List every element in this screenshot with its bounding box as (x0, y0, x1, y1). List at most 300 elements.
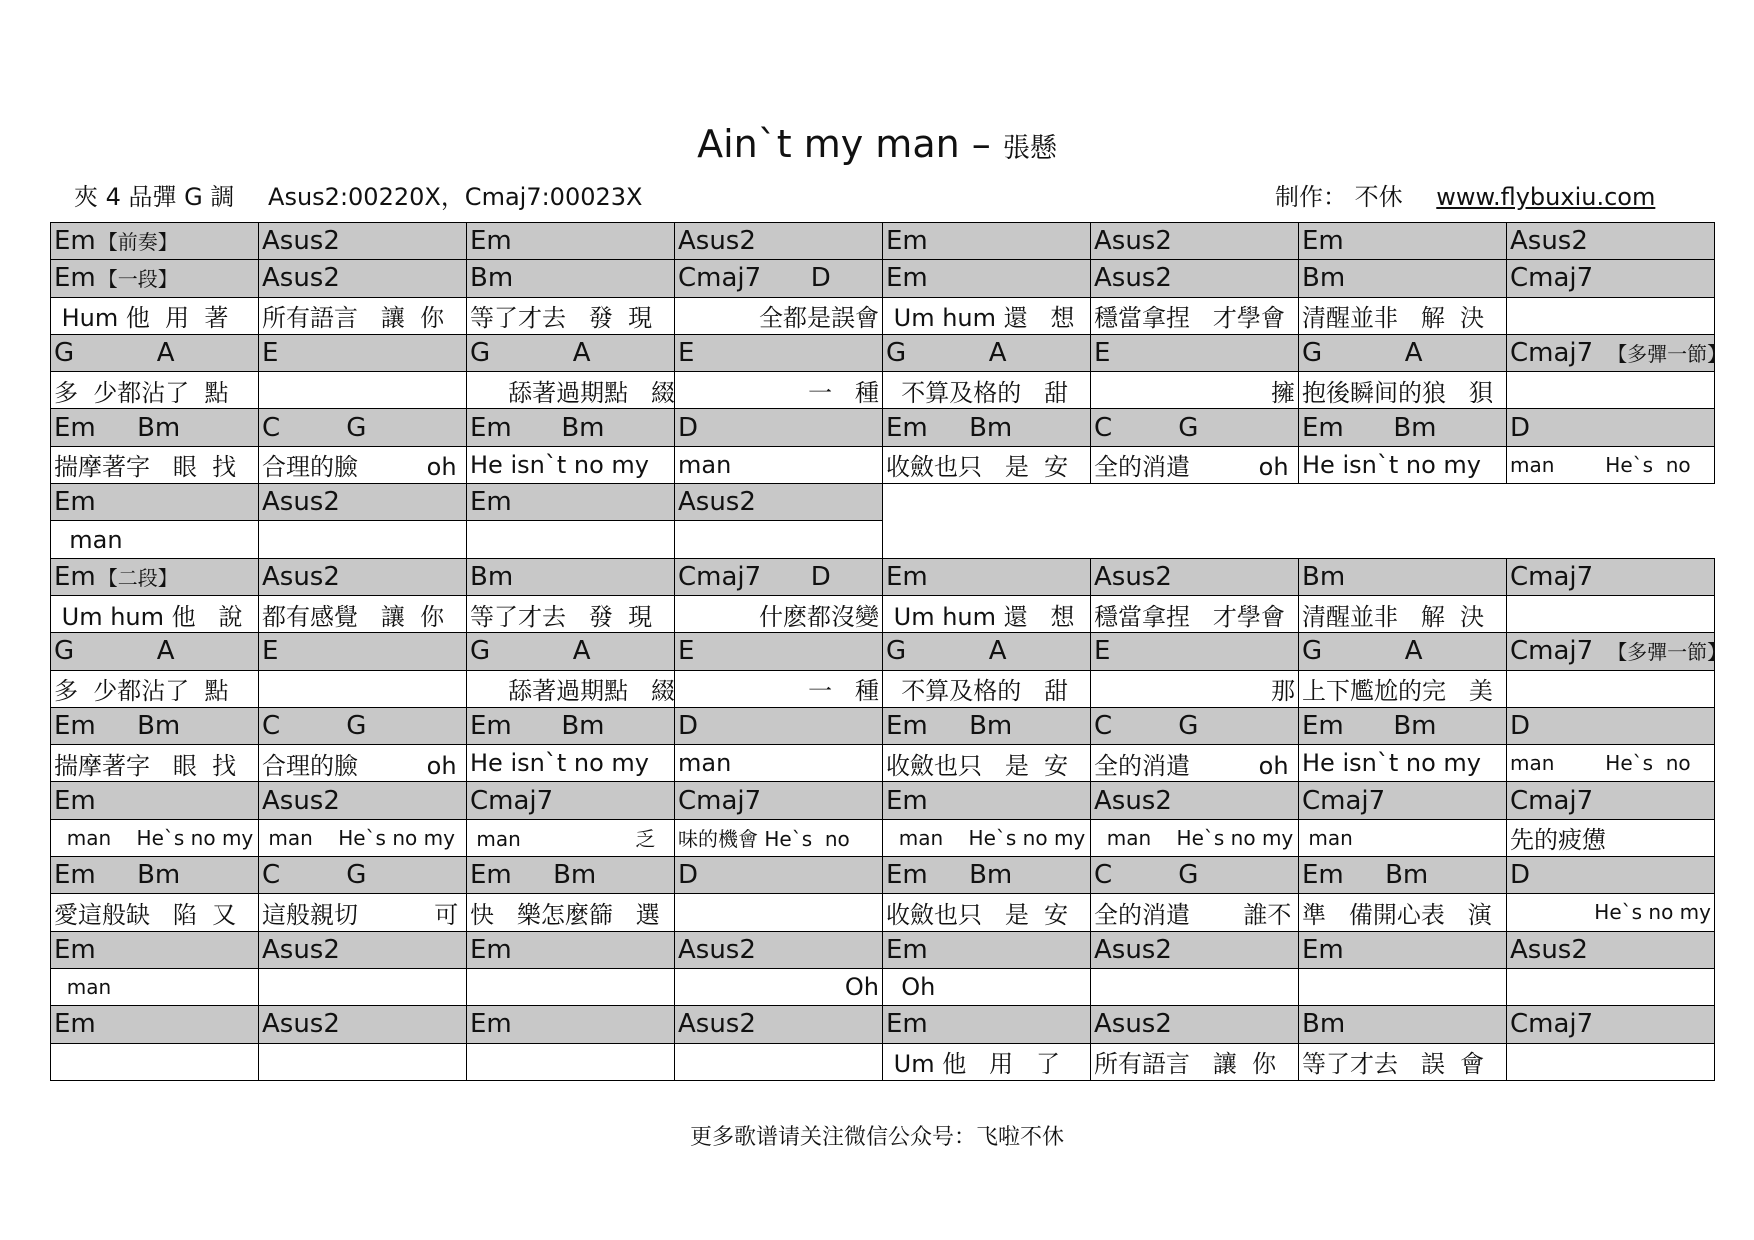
chord-cell (675, 558, 883, 595)
chord-cell (259, 1006, 467, 1043)
chord-cell (259, 931, 467, 968)
chord-name: D (678, 711, 699, 741)
chord-cell (51, 409, 259, 446)
chord-cell (1091, 633, 1299, 670)
chord-name: D (678, 412, 699, 443)
lyric-text: 愛這般缺 陷 又 (54, 900, 237, 929)
lyric-cell (1091, 1043, 1299, 1080)
lyric-cell (883, 595, 1091, 632)
lyric-cell (259, 372, 467, 409)
lyric-cell (675, 297, 883, 334)
chord-name: E (678, 636, 695, 667)
chord-cell (1299, 931, 1507, 968)
lyric-cell (1091, 968, 1299, 1005)
lyric-text: man He`s no my (54, 825, 254, 850)
lyric-text: man He`s no (1510, 452, 1691, 477)
chord-cell (259, 707, 467, 744)
lyric-text: 先的疲憊 (1510, 826, 1606, 855)
lyric-text: Hum 他 用 著 (54, 304, 229, 333)
footer-note: 更多歌谱请关注微信公众号：飞啦不休 (689, 1125, 1064, 1150)
lyric-cell (675, 968, 883, 1005)
chord-cell (467, 1006, 675, 1043)
chord-row (51, 857, 1715, 894)
chord-cell (1507, 223, 1715, 260)
lyric-cell (1299, 446, 1507, 483)
chord-name: Em (470, 934, 512, 965)
lyric-cell (883, 745, 1091, 782)
empty-area (1299, 484, 1507, 521)
lyric-text: 舔著過期點 綴 (470, 378, 676, 407)
chord-name: Em (54, 934, 96, 965)
lyric-row (51, 372, 1715, 409)
lyric-row (51, 521, 1715, 558)
chord-row (51, 484, 1715, 521)
lyric-cell (51, 521, 259, 558)
chord-name: Asus2 (262, 1009, 340, 1040)
lyric-cell (51, 819, 259, 856)
chord-row (51, 260, 1715, 297)
lyric-text: man (54, 975, 112, 1000)
lyric-text: 擁 (1271, 378, 1295, 407)
lyric-text: 清醒並非 解 決 (1302, 304, 1485, 333)
lyric-cell (1091, 745, 1299, 782)
chord-name: Asus2 (1094, 785, 1172, 816)
chord-cell (675, 260, 883, 297)
lyric-cell (1299, 968, 1507, 1005)
chord-cell (883, 707, 1091, 744)
lyric-text: 多 少都沾了 點 (54, 378, 229, 407)
chord-cell (259, 782, 467, 819)
chord-cell (259, 260, 467, 297)
extra-bar-tag: 【多彈一節】 (1607, 342, 1728, 367)
chord-row (51, 409, 1715, 446)
chord-name: Bm (470, 561, 514, 592)
chord-name: Em (1302, 934, 1344, 965)
empty-area (883, 521, 1091, 558)
lyric-text: He isn`t no my (1302, 450, 1481, 479)
lyric-text: He isn`t no my (1302, 749, 1481, 778)
artist-name: 張懸 (1002, 133, 1057, 164)
chord-name: D (1510, 412, 1531, 443)
chord-cell (467, 334, 675, 371)
chord-name: Em (886, 785, 928, 816)
lyric-cell (1507, 297, 1715, 334)
lyric-text: man He`s no my (1094, 825, 1294, 850)
lyric-cell (1299, 819, 1507, 856)
lyric-cell (1299, 670, 1507, 707)
chord-cell (675, 931, 883, 968)
lyric-cell (467, 745, 675, 782)
chord-cell (1091, 857, 1299, 894)
chord-cell (1507, 931, 1715, 968)
lyric-cell (1299, 1043, 1507, 1080)
lyric-text: He isn`t no my (470, 749, 649, 778)
lyric-text: 穩當拿捏 才學會 (1094, 304, 1285, 333)
chord-name: Bm (470, 263, 514, 294)
lyric-text: man (54, 525, 123, 554)
chord-cell (1091, 931, 1299, 968)
empty-area (1091, 521, 1299, 558)
lyric-cell (675, 1043, 883, 1080)
chord-name: Em (886, 226, 928, 257)
chord-cell (51, 484, 259, 521)
chord-cell (259, 334, 467, 371)
chord-name: Em (54, 226, 96, 257)
chord-name: C G (262, 711, 367, 741)
chord-cell (675, 223, 883, 260)
chord-cell (675, 484, 883, 521)
chord-name: Asus2 (1094, 226, 1172, 257)
lyric-text: 多 少都沾了 點 (54, 677, 229, 706)
website-link[interactable]: www.flybuxiu.com (1436, 183, 1656, 211)
lyric-cell (259, 1043, 467, 1080)
lyric-cell (1091, 446, 1299, 483)
chord-cell (259, 558, 467, 595)
chord-cell (1091, 334, 1299, 371)
chord-cell (883, 260, 1091, 297)
lyric-text: man 乏 (470, 827, 656, 852)
chord-name: Em Bm (470, 860, 597, 891)
chord-cell (1507, 334, 1728, 371)
lyric-text: 不算及格的 甜 (886, 378, 1069, 407)
chord-cell (883, 223, 1091, 260)
chord-name: D (1510, 711, 1531, 741)
lyric-cell (1091, 894, 1299, 931)
chord-cell (675, 1006, 883, 1043)
chord-row (51, 633, 1715, 670)
chord-cell (675, 707, 883, 744)
lyric-text: 那 (1271, 677, 1295, 706)
lyric-cell (51, 446, 259, 483)
chord-name: Em Bm (886, 711, 1013, 741)
lyric-cell (1507, 670, 1715, 707)
lyric-cell (883, 297, 1091, 334)
empty-area (1091, 484, 1299, 521)
chord-name: Em (886, 561, 928, 592)
lyric-text: 所有語言 讓 你 (1094, 1050, 1277, 1079)
chord-name: G A (470, 636, 591, 667)
lyric-cell (51, 1043, 259, 1080)
chord-cell (675, 334, 883, 371)
chord-name: E (262, 338, 279, 369)
lyric-cell (1091, 595, 1299, 632)
empty-area (883, 484, 1091, 521)
chord-name: Cmaj7 (1302, 785, 1386, 816)
chord-name: Asus2 (1510, 226, 1588, 257)
chord-cell (467, 484, 675, 521)
chord-name: Em (886, 1009, 928, 1040)
lyric-cell (259, 595, 467, 632)
chord-name: Em Bm (1302, 711, 1437, 741)
lyric-text: 一 種 (808, 378, 879, 407)
lyric-cell (259, 446, 467, 483)
chord-cell (1299, 334, 1507, 371)
title-separator: – (959, 122, 1003, 166)
chord-name: Cmaj7 (1510, 561, 1594, 592)
chord-name: Asus2 (1094, 561, 1172, 592)
lyric-text: 全的消遣 oh (1094, 453, 1289, 482)
lyric-text: 不算及格的 甜 (886, 677, 1069, 706)
lyric-cell (1091, 819, 1299, 856)
chord-name: Asus2 (678, 934, 756, 965)
lyric-row (51, 446, 1715, 483)
lyric-text: man He`s no (1510, 751, 1691, 776)
chord-row (51, 558, 1715, 595)
lyric-text: 揣摩著字 眼 找 (54, 751, 237, 780)
chord-name: Asus2 (678, 226, 756, 257)
chord-cell (51, 223, 259, 260)
chord-name: Cmaj7 (470, 785, 554, 816)
lyric-row (51, 894, 1715, 931)
chord-name: C G (1094, 860, 1199, 891)
chord-name: E (262, 636, 279, 667)
chord-cell (1091, 223, 1299, 260)
lyric-cell (51, 595, 259, 632)
chord-name: Asus2 (262, 263, 340, 294)
lyric-text: 全的消遣 oh (1094, 751, 1289, 780)
chord-cell (467, 223, 675, 260)
chord-cell (51, 782, 259, 819)
empty-area (1507, 521, 1715, 558)
sheet-body (51, 223, 1728, 1081)
chord-name: Em (886, 934, 928, 965)
lyric-cell (1507, 968, 1715, 1005)
chord-name: Bm (1302, 1009, 1346, 1040)
chord-cell (675, 857, 883, 894)
lyric-cell (675, 894, 883, 931)
chord-cell (51, 558, 259, 595)
chord-cell (1299, 1006, 1507, 1043)
chord-cell (1091, 782, 1299, 819)
song-name: Ain`t my man (697, 122, 960, 166)
lyric-text: He isn`t no my (470, 450, 649, 479)
extra-bar-tag: 【多彈一節】 (1607, 640, 1728, 665)
chord-name: D (678, 860, 699, 891)
chord-sheet-table (50, 222, 1728, 1081)
chord-name: Cmaj7 (1510, 263, 1594, 294)
chord-cell (259, 223, 467, 260)
chord-cell (467, 931, 675, 968)
lyric-cell (675, 372, 883, 409)
lyric-cell (1091, 297, 1299, 334)
lyric-text: 等了才去 發 現 (470, 304, 653, 333)
lyric-row (51, 1043, 1715, 1080)
lyric-text: 快 樂怎麼篩 選 (470, 900, 660, 929)
chord-name: Em Bm (54, 412, 181, 443)
lyric-cell (883, 372, 1091, 409)
chord-cell (675, 409, 883, 446)
lyric-cell (51, 745, 259, 782)
lyric-cell (1299, 297, 1507, 334)
lyric-text: 上下尷尬的完 美 (1302, 677, 1493, 706)
chord-name: Em (886, 263, 928, 294)
lyric-text: man (678, 450, 732, 479)
lyric-cell (1299, 745, 1507, 782)
chord-name: Em (54, 1009, 96, 1040)
empty-area (1299, 521, 1507, 558)
chord-name: Bm (1302, 561, 1346, 592)
chord-row (51, 1006, 1715, 1043)
chord-cell (1091, 409, 1299, 446)
chord-name: Asus2 (262, 487, 340, 518)
lyric-text: 全的消遣 誰不 (1094, 900, 1292, 929)
lyric-cell (467, 819, 675, 856)
lyric-text: 準 備開心表 演 (1302, 900, 1492, 929)
lyric-cell (467, 968, 675, 1005)
lyric-cell (467, 595, 675, 632)
lyric-cell (51, 670, 259, 707)
chord-cell (1507, 558, 1715, 595)
lyric-text: 揣摩著字 眼 找 (54, 453, 237, 482)
chord-cell (1299, 707, 1507, 744)
chord-name: Em Bm (470, 711, 605, 741)
chord-cell (883, 857, 1091, 894)
lyric-cell (467, 894, 675, 931)
lyric-text: 合理的臉 oh (262, 453, 457, 482)
chord-cell (883, 931, 1091, 968)
chord-name: Asus2 (678, 487, 756, 518)
lyric-cell (259, 670, 467, 707)
chord-cell (467, 558, 675, 595)
section-tag: 【前奏】 (97, 230, 178, 255)
section-tag: 【一段】 (97, 267, 178, 292)
chord-cell (51, 931, 259, 968)
lyric-cell (1299, 595, 1507, 632)
chord-name: Asus2 (262, 561, 340, 592)
chord-cell (675, 633, 883, 670)
chord-name: Asus2 (1094, 934, 1172, 965)
chord-name: Em (54, 561, 96, 592)
lyric-cell (259, 521, 467, 558)
chord-cell (467, 633, 675, 670)
chord-name: Em Bm (886, 860, 1013, 891)
chord-name: Em (54, 785, 96, 816)
lyric-cell (1507, 595, 1715, 632)
chord-cell (1299, 857, 1507, 894)
chord-cell (883, 782, 1091, 819)
lyric-cell (1507, 446, 1715, 483)
lyric-cell (883, 968, 1091, 1005)
lyric-cell (467, 446, 675, 483)
lyric-cell (259, 745, 467, 782)
chord-name: E (1094, 636, 1111, 667)
chord-name: E (678, 338, 695, 369)
lyric-row (51, 297, 1715, 334)
chord-name: Em (54, 263, 96, 294)
section-tag: 【二段】 (97, 565, 178, 590)
lyric-text: Um hum 還 想 (886, 304, 1075, 333)
chord-cell (1299, 782, 1507, 819)
chord-name: Asus2 (1094, 1009, 1172, 1040)
chord-cell (1507, 1006, 1715, 1043)
chord-name: Em Bm (54, 860, 181, 891)
chord-name: Em (54, 487, 96, 518)
lyric-text: He`s no my (1594, 900, 1711, 925)
lyric-text: Um hum 還 想 (886, 602, 1075, 631)
lyric-text: 這般親切 可 (262, 900, 459, 929)
chord-name: Asus2 (262, 934, 340, 965)
lyric-text: Oh (844, 973, 879, 1002)
capo-info (74, 182, 642, 212)
lyric-cell (467, 670, 675, 707)
lyric-cell (883, 670, 1091, 707)
chord-cell (1507, 409, 1715, 446)
chord-cell (467, 260, 675, 297)
chord-cell (1091, 1006, 1299, 1043)
lyric-text: man He`s no my (262, 825, 455, 850)
chord-cell (467, 409, 675, 446)
chord-row (51, 334, 1715, 371)
lyric-text: 全都是誤會 (759, 304, 879, 333)
chord-cell (1299, 633, 1507, 670)
lyric-text: man He`s no my (886, 825, 1086, 850)
chord-cell (51, 260, 259, 297)
lyric-cell (259, 968, 467, 1005)
lyric-cell (883, 446, 1091, 483)
chord-cell (51, 707, 259, 744)
chord-name: Em Bm (1302, 412, 1437, 443)
lyric-cell (51, 968, 259, 1005)
chord-cell (1507, 707, 1715, 744)
chord-cell (51, 334, 259, 371)
lyric-row (51, 670, 1715, 707)
lyric-text: 都有感覺 讓 你 (262, 602, 445, 631)
chord-name: C G (262, 860, 367, 891)
lyric-row (51, 968, 1715, 1005)
chord-cell (259, 633, 467, 670)
chord-name: G A (1302, 338, 1423, 369)
chord-cell (259, 857, 467, 894)
chord-name: Asus2 (262, 226, 340, 257)
chord-cell (883, 558, 1091, 595)
chord-row (51, 223, 1715, 260)
chord-cell (1507, 260, 1715, 297)
chord-name: Em Bm (54, 711, 181, 741)
chord-row (51, 931, 1715, 968)
lyric-cell (1507, 894, 1715, 931)
chord-cell (883, 633, 1091, 670)
lyric-cell (883, 819, 1091, 856)
lyric-text: 等了才去 發 現 (470, 602, 653, 631)
chord-cell (1507, 857, 1715, 894)
chord-name: Cmaj7 (678, 785, 762, 816)
lyric-cell (675, 670, 883, 707)
lyric-text: 收斂也只 是 安 (886, 453, 1069, 482)
lyric-cell (259, 894, 467, 931)
chord-name: Em Bm (1302, 860, 1429, 891)
chord-row (51, 707, 1715, 744)
chord-name: Cmaj7 D (678, 263, 831, 294)
chord-name: Em Bm (470, 412, 605, 443)
lyric-cell (675, 595, 883, 632)
lyric-text: Um 他 用 了 (886, 1050, 1060, 1079)
chord-cell (1299, 223, 1507, 260)
chord-cell (883, 334, 1091, 371)
chord-cell (1091, 260, 1299, 297)
chord-name: E (1094, 338, 1111, 369)
lyric-cell (675, 446, 883, 483)
lyric-row (51, 745, 1715, 782)
lyric-text: 穩當拿捏 才學會 (1094, 602, 1285, 631)
chord-name: D (1510, 860, 1531, 891)
chord-cell (467, 707, 675, 744)
lyric-cell (1299, 894, 1507, 931)
lyric-cell (1091, 372, 1299, 409)
chord-cell (259, 409, 467, 446)
lyric-cell (467, 521, 675, 558)
lyric-text: Oh (886, 973, 936, 1002)
capo-key: 夾 4 品彈 G 調 (74, 183, 235, 211)
